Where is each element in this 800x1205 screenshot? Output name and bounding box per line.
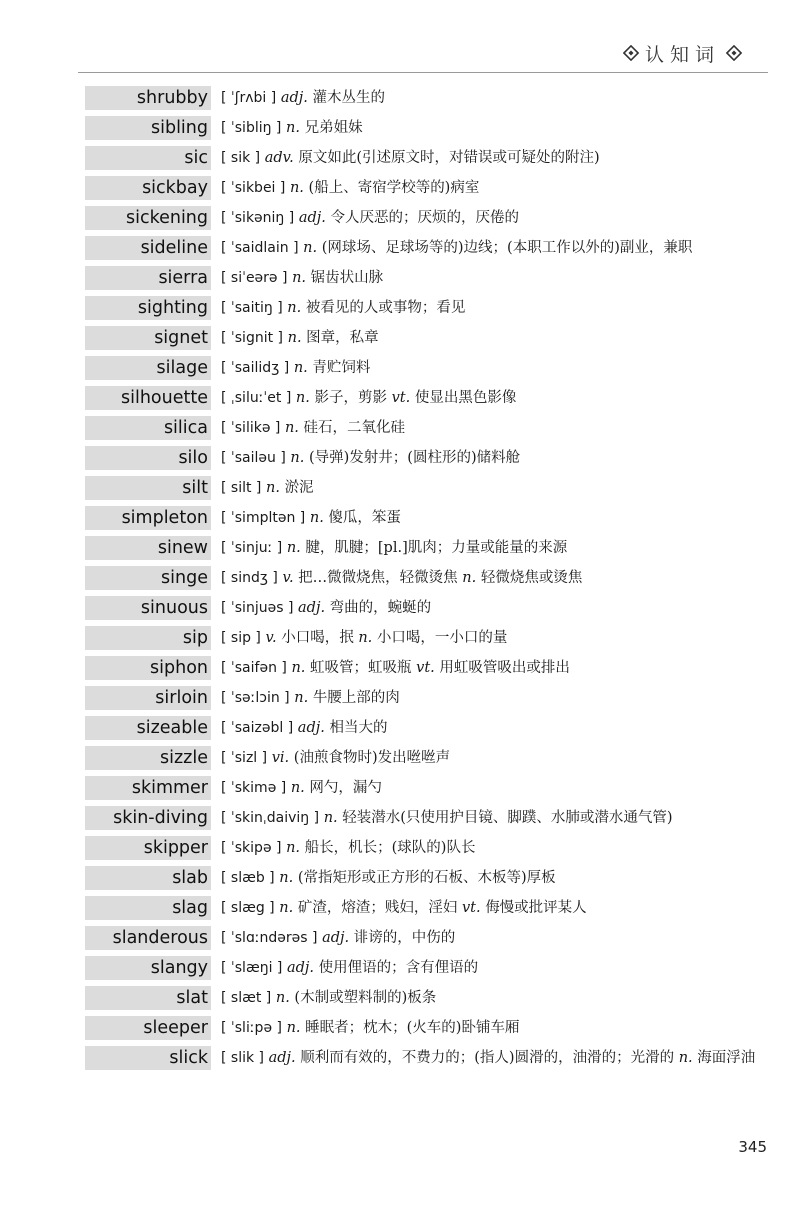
meaning-text: (油煎食物时)发出咝咝声 [293, 750, 451, 766]
definition [221, 356, 761, 381]
headword: sighting [85, 296, 211, 320]
pronunciation: [ ˈsaitiŋ ] [221, 300, 283, 316]
pronunciation: [ ˈsilikə ] [221, 420, 281, 436]
headword: silo [85, 446, 211, 470]
page-number: 345 [738, 1138, 767, 1156]
part-of-speech: n. [275, 990, 290, 1006]
meaning-text: 腱，肌腱；[pl.]肌肉；力量或能量的来源 [305, 540, 568, 556]
definition [221, 176, 761, 201]
pronunciation: [ ˈsaizəbl ] [221, 720, 294, 736]
headword: slangy [85, 956, 211, 980]
meaning-text: (网球场、足球场等的)边线；(本职工作以外的)副业，兼职 [321, 240, 693, 256]
pronunciation: [ ˈsliːpə ] [221, 1020, 282, 1036]
definition [221, 776, 761, 801]
entry-row [0, 986, 800, 1011]
entry-row [0, 386, 800, 411]
entry-row [0, 896, 800, 921]
pronunciation: [ sip ] [221, 630, 261, 646]
pronunciation: [ ˈsaidlain ] [221, 240, 299, 256]
definition [221, 296, 761, 321]
meaning-text: 傻瓜，笨蛋 [328, 510, 401, 526]
meaning-text: 顺利而有效的，不费力的；(指人)圆滑的，油滑的；光滑的 [300, 1050, 679, 1066]
headword: sibling [85, 116, 211, 140]
pronunciation: [ ˈsinjuː ] [221, 540, 283, 556]
entry-row [0, 956, 800, 981]
definition [221, 716, 761, 741]
part-of-speech: n. [287, 330, 302, 346]
headword: slab [85, 866, 211, 890]
entry-row [0, 656, 800, 681]
part-of-speech: v. [282, 570, 294, 586]
definition [221, 596, 761, 621]
part-of-speech: n. [290, 450, 305, 466]
part-of-speech: n. [295, 390, 310, 406]
headword: silica [85, 416, 211, 440]
headword: sip [85, 626, 211, 650]
meaning-text: 令人厌恶的；厌烦的，厌倦的 [330, 210, 519, 226]
meaning-text: 网勺，漏勺 [309, 780, 382, 796]
meaning-text: (导弹)发射井；(圆柱形的)储料舱 [308, 450, 521, 466]
entry-row [0, 716, 800, 741]
entry-row [0, 566, 800, 591]
pronunciation: [ ˈsizl ] [221, 750, 268, 766]
headword: sirloin [85, 686, 211, 710]
header-divider [78, 72, 768, 73]
meaning-text: (常指矩形或正方形的石板、木板等)厚板 [297, 870, 556, 886]
entry-row [0, 416, 800, 441]
section-title: 认知词 [644, 43, 720, 66]
part-of-speech: n. [292, 270, 307, 286]
part-of-speech: vt. [416, 660, 435, 676]
entry-row [0, 266, 800, 291]
entry-row [0, 596, 800, 621]
meaning-text: 把…微微烧焦，轻微烫焦 [298, 570, 463, 586]
definition [221, 536, 761, 561]
entry-row [0, 176, 800, 201]
pronunciation: [ ˈskimə ] [221, 780, 287, 796]
definition [221, 236, 761, 261]
part-of-speech: vt. [391, 390, 411, 406]
meaning-text: (船上、寄宿学校等的)病室 [308, 180, 480, 196]
pronunciation: [ ˈslæŋi ] [221, 960, 283, 976]
definition [221, 686, 761, 711]
entry-row [0, 1046, 800, 1071]
headword: sizzle [85, 746, 211, 770]
headword: slag [85, 896, 211, 920]
meaning-text: 矿渣，熔渣；贱妇，淫妇 [297, 900, 462, 916]
headword: silage [85, 356, 211, 380]
entry-row [0, 296, 800, 321]
pronunciation: [ ˈsibliŋ ] [221, 120, 282, 136]
pronunciation: [ ˈʃrʌbi ] [221, 90, 277, 106]
part-of-speech: n. [293, 360, 308, 376]
part-of-speech: n. [287, 300, 302, 316]
part-of-speech: n. [462, 570, 477, 586]
entry-row [0, 326, 800, 351]
headword: sizeable [85, 716, 211, 740]
definition [221, 836, 761, 861]
definition [221, 1046, 761, 1071]
headword: slanderous [85, 926, 211, 950]
headword: slick [85, 1046, 211, 1070]
part-of-speech: v. [265, 630, 277, 646]
meaning-text: 小口喝，一小口的量 [376, 630, 508, 646]
headword: silt [85, 476, 211, 500]
definition [221, 446, 761, 471]
entry-row [0, 866, 800, 891]
headword: sierra [85, 266, 211, 290]
pronunciation: [ slæg ] [221, 900, 275, 916]
meaning-text: 轻装潜水(只使用护目镜、脚蹼、水肺或潜水通气管) [342, 810, 673, 826]
entry-row [0, 206, 800, 231]
part-of-speech: adj. [322, 930, 350, 946]
meaning-text: 诽谤的，中伤的 [353, 930, 456, 946]
meaning-text: 睡眠者；枕木；(火车的)卧铺车厢 [305, 1020, 520, 1036]
meaning-text: 原文如此(引述原文时，对错误或可疑处的附注) [298, 150, 600, 166]
part-of-speech: adj. [286, 960, 315, 976]
entry-row [0, 776, 800, 801]
meaning-text: 使用俚语的；含有俚语的 [318, 960, 479, 976]
pronunciation: [ ˌsiluːˈet ] [221, 390, 292, 406]
definition [221, 896, 761, 921]
meaning-text: 兄弟姐妹 [304, 120, 363, 136]
headword: skin-diving [85, 806, 211, 830]
pronunciation: [ ˈskipə ] [221, 840, 282, 856]
entry-row [0, 626, 800, 651]
headword: siphon [85, 656, 211, 680]
meaning-text: 侮慢或批评某人 [485, 900, 587, 916]
part-of-speech: n. [266, 480, 280, 496]
definition [221, 476, 761, 501]
pronunciation: [ sik ] [221, 150, 261, 166]
meaning-text: 用虹吸管吸出或排出 [439, 660, 570, 676]
entry-row [0, 1016, 800, 1041]
headword: sideline [85, 236, 211, 260]
entry-row [0, 836, 800, 861]
pronunciation: [ ˈsəːlɔin ] [221, 690, 290, 706]
pronunciation: [ ˈsailəu ] [221, 450, 286, 466]
headword: shrubby [85, 86, 211, 110]
headword: signet [85, 326, 211, 350]
definition [221, 86, 761, 111]
part-of-speech: n. [286, 840, 301, 856]
pronunciation: [ ˈsinjuəs ] [221, 600, 294, 616]
entry-list [0, 86, 800, 1076]
entry-row [0, 686, 800, 711]
definition [221, 116, 761, 141]
part-of-speech: n. [286, 540, 301, 556]
headword: skipper [85, 836, 211, 860]
meaning-text: 弯曲的，蜿蜒的 [329, 600, 432, 616]
headword: sinuous [85, 596, 211, 620]
pronunciation: [ siˈeərə ] [221, 270, 288, 286]
part-of-speech: n. [286, 120, 300, 136]
meaning-text: 硅石，二氧化硅 [303, 420, 406, 436]
meaning-text: 海面浮油 [697, 1050, 756, 1066]
meaning-text: 灌木丛生的 [312, 90, 385, 106]
definition [221, 506, 761, 531]
diamond-bullet-icon [623, 45, 639, 61]
definition [221, 386, 761, 411]
pronunciation: [ ˈsaifən ] [221, 660, 287, 676]
pronunciation: [ ˈskinˌdaiviŋ ] [221, 810, 320, 826]
entry-row [0, 506, 800, 531]
meaning-text: 青贮饲料 [312, 360, 371, 376]
headword: simpleton [85, 506, 211, 530]
part-of-speech: n. [279, 870, 294, 886]
meaning-text: 锯齿状山脉 [310, 270, 384, 286]
headword: sleeper [85, 1016, 211, 1040]
entry-row [0, 536, 800, 561]
part-of-speech: vi. [271, 750, 290, 766]
part-of-speech: adj. [268, 1050, 296, 1066]
part-of-speech: n. [323, 810, 338, 826]
entry-row [0, 926, 800, 951]
part-of-speech: n. [289, 180, 304, 196]
part-of-speech: n. [286, 1020, 301, 1036]
pronunciation: [ ˈsignit ] [221, 330, 283, 346]
definition [221, 146, 761, 171]
definition [221, 806, 761, 831]
part-of-speech: n. [303, 240, 318, 256]
entry-row [0, 806, 800, 831]
headword: sic [85, 146, 211, 170]
meaning-text: 使显出黑色影像 [414, 390, 517, 406]
meaning-text: 相当大的 [329, 720, 388, 736]
headword: slat [85, 986, 211, 1010]
meaning-text: 被看见的人或事物；看见 [305, 300, 466, 316]
definition [221, 656, 761, 681]
definition [221, 1016, 761, 1041]
part-of-speech: n. [294, 690, 309, 706]
definition [221, 266, 761, 291]
meaning-text: 船长，机长；(球队的)队长 [304, 840, 476, 856]
part-of-speech: adv. [264, 150, 294, 166]
pronunciation: [ slæt ] [221, 990, 272, 1006]
part-of-speech: n. [309, 510, 324, 526]
entry-row [0, 356, 800, 381]
meaning-text: 淤泥 [284, 480, 314, 496]
part-of-speech: n. [290, 780, 305, 796]
part-of-speech: adj. [298, 210, 326, 226]
part-of-speech: n. [291, 660, 306, 676]
pronunciation: [ silt ] [221, 480, 262, 496]
headword: singe [85, 566, 211, 590]
meaning-text: 牛腰上部的肉 [312, 690, 400, 706]
pronunciation: [ ˈsimpltən ] [221, 510, 306, 526]
part-of-speech: adj. [298, 600, 326, 616]
part-of-speech: n. [678, 1050, 693, 1066]
headword: sickbay [85, 176, 211, 200]
meaning-text: 图章，私章 [306, 330, 379, 346]
meaning-text: 小口喝，抿 [281, 630, 359, 646]
part-of-speech: adj. [280, 90, 308, 106]
definition [221, 206, 761, 231]
entry-row [0, 236, 800, 261]
pronunciation: [ slik ] [221, 1050, 265, 1066]
pronunciation: [ ˈsikəniŋ ] [221, 210, 295, 226]
headword: sinew [85, 536, 211, 560]
meaning-text: (木制或塑料制的)板条 [294, 990, 437, 1006]
definition [221, 746, 761, 771]
definition [221, 326, 761, 351]
part-of-speech: n. [284, 420, 299, 436]
headword: skimmer [85, 776, 211, 800]
definition [221, 986, 761, 1011]
headword: silhouette [85, 386, 211, 410]
pronunciation: [ ˈslɑːndərəs ] [221, 930, 318, 946]
section-header [623, 38, 742, 68]
definition [221, 926, 761, 951]
part-of-speech: adj. [297, 720, 325, 736]
entry-row [0, 446, 800, 471]
part-of-speech: n. [279, 900, 294, 916]
pronunciation: [ ˈsailidʒ ] [221, 360, 290, 376]
entry-row [0, 116, 800, 141]
definition [221, 866, 761, 891]
pronunciation: [ ˈsikbei ] [221, 180, 286, 196]
definition [221, 626, 761, 651]
pronunciation: [ sindʒ ] [221, 570, 278, 586]
entry-row [0, 86, 800, 111]
definition [221, 416, 761, 441]
meaning-text: 轻微烧焦或烫焦 [480, 570, 583, 586]
entry-row [0, 746, 800, 771]
definition [221, 956, 761, 981]
meaning-text: 影子，剪影 [314, 390, 392, 406]
pronunciation: [ slæb ] [221, 870, 275, 886]
definition [221, 566, 761, 591]
headword: sickening [85, 206, 211, 230]
part-of-speech: vt. [461, 900, 481, 916]
diamond-bullet-icon [726, 45, 742, 61]
meaning-text: 虹吸管；虹吸瓶 [310, 660, 417, 676]
entry-row [0, 146, 800, 171]
part-of-speech: n. [358, 630, 373, 646]
entry-row [0, 476, 800, 501]
